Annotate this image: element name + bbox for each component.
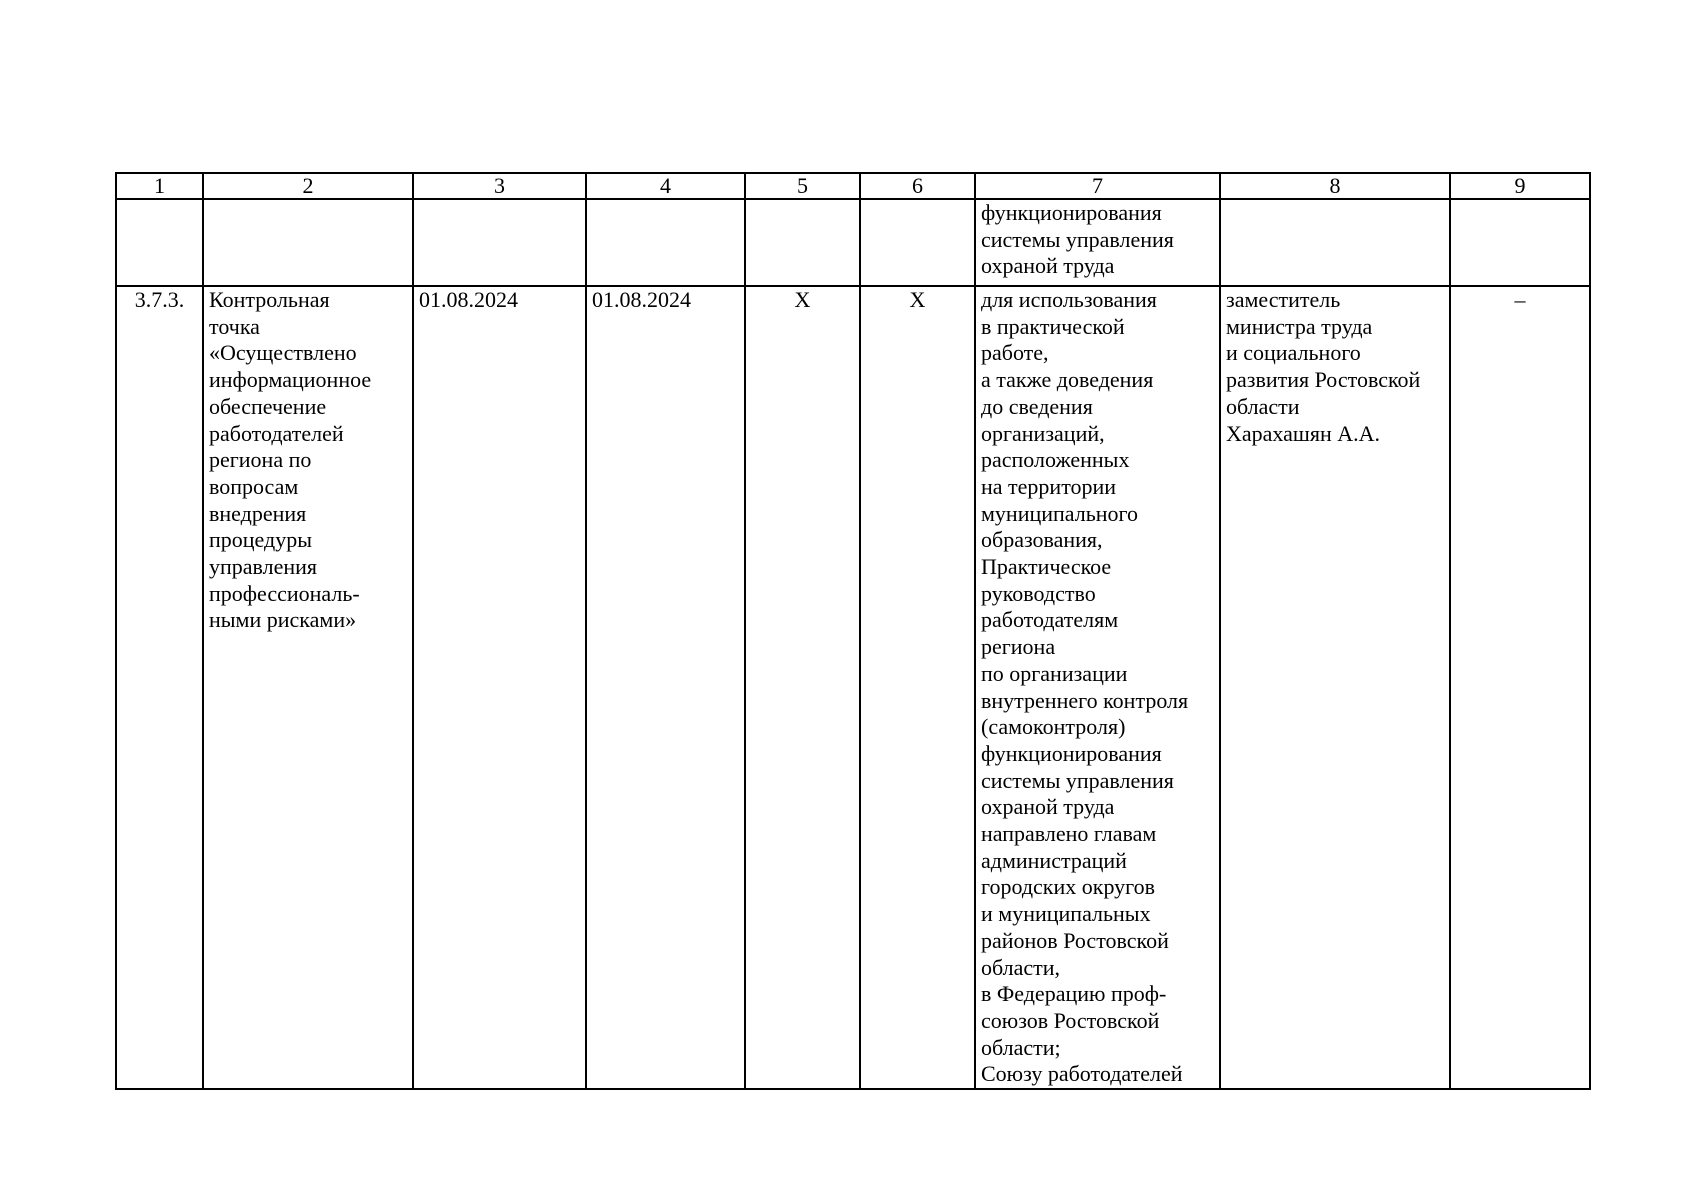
text-line: информационное [209,367,372,393]
text-line: работодателям [981,607,1119,633]
text-line: для использования [981,287,1157,312]
text-line: развития Ростовской [1226,367,1421,393]
continuation-cell-8 [1220,199,1450,286]
text-line: работе, [981,340,1049,366]
text-line: Союзу работодателей [981,1061,1183,1087]
continuation-cell-1 [116,199,203,286]
text-line: региона [981,634,1056,660]
text-line: Харахашян А.А. [1226,420,1380,446]
result-description [975,286,1220,1089]
text-line: профессиональ- [209,580,360,606]
continuation-row [116,199,1590,286]
text-line: области, [981,954,1061,980]
text-line: расположенных [981,447,1130,473]
continuation-cell-3 [413,199,586,286]
text-line: охраной труда [981,253,1115,279]
column-number-8: 8 [1220,173,1450,199]
item-description [203,286,413,1089]
continuation-cell-2 [203,199,413,286]
text-line: и социального [1226,340,1361,366]
text-line: функционирования [981,200,1162,225]
text-line: вопросам [209,473,299,499]
item-number: 3.7.3. [116,286,203,1089]
text-line: региона по [209,447,312,473]
plan-table [115,172,1591,1090]
column-9-value: – [1450,286,1590,1089]
text-line: внедрения [209,500,307,526]
text-line: направлено главам [981,821,1157,847]
text-line: системы управления [981,226,1174,252]
text-line: а также доведения [981,367,1154,393]
text-line: на территории [981,473,1117,499]
column-number-5: 5 [745,173,860,199]
text-line: области; [981,1034,1061,1060]
text-line: руководство [981,580,1096,606]
column-6-value: X [860,286,975,1089]
text-line: системы управления [981,767,1174,793]
start-date: 01.08.2024 [413,286,586,1089]
text-line: обеспечение [209,393,327,419]
text-line: «Осуществлено [209,340,357,366]
continuation-cell-9 [1450,199,1590,286]
text-line: области [1226,393,1300,419]
text-line: ными рисками» [209,607,357,633]
text-line: Практическое [981,554,1112,580]
text-line: функционирования [981,740,1162,766]
text-line: Контрольная [209,287,330,312]
text-line: администраций [981,847,1127,873]
continuation-cell-6 [860,199,975,286]
column-number-4: 4 [586,173,745,199]
text-line: до сведения [981,393,1093,419]
end-date: 01.08.2024 [586,286,745,1089]
text-line: работодателей [209,420,344,446]
text-line: районов Ростовской [981,927,1169,953]
text-line: процедуры [209,527,312,553]
text-line: точка [209,313,260,339]
text-line: муниципального [981,500,1139,526]
column-number-header-row [116,173,1590,199]
text-line: охраной труда [981,794,1115,820]
text-line: управления [209,554,318,580]
continuation-cell-4 [586,199,745,286]
column-number-2: 2 [203,173,413,199]
text-line: заместитель [1226,287,1341,312]
column-number-9: 9 [1450,173,1590,199]
text-line: в практической [981,313,1125,339]
column-number-7: 7 [975,173,1220,199]
responsible-person [1220,286,1450,1089]
text-line: союзов Ростовской [981,1007,1160,1033]
text-line: министра труда [1226,313,1373,339]
text-line: (самоконтроля) [981,714,1126,740]
column-5-value: X [745,286,860,1089]
text-line: в Федерацию проф- [981,981,1167,1007]
continuation-cell-5 [745,199,860,286]
table-row-3-7-3 [116,286,1590,1089]
column-number-1: 1 [116,173,203,199]
column-number-6: 6 [860,173,975,199]
text-line: и муниципальных [981,901,1151,927]
text-line: внутреннего контроля [981,687,1189,713]
text-line: организаций, [981,420,1105,446]
text-line: по организации [981,660,1128,686]
text-line: образования, [981,527,1103,553]
text-line: городских округов [981,874,1156,900]
column-number-3: 3 [413,173,586,199]
continuation-result-cell [975,199,1220,286]
